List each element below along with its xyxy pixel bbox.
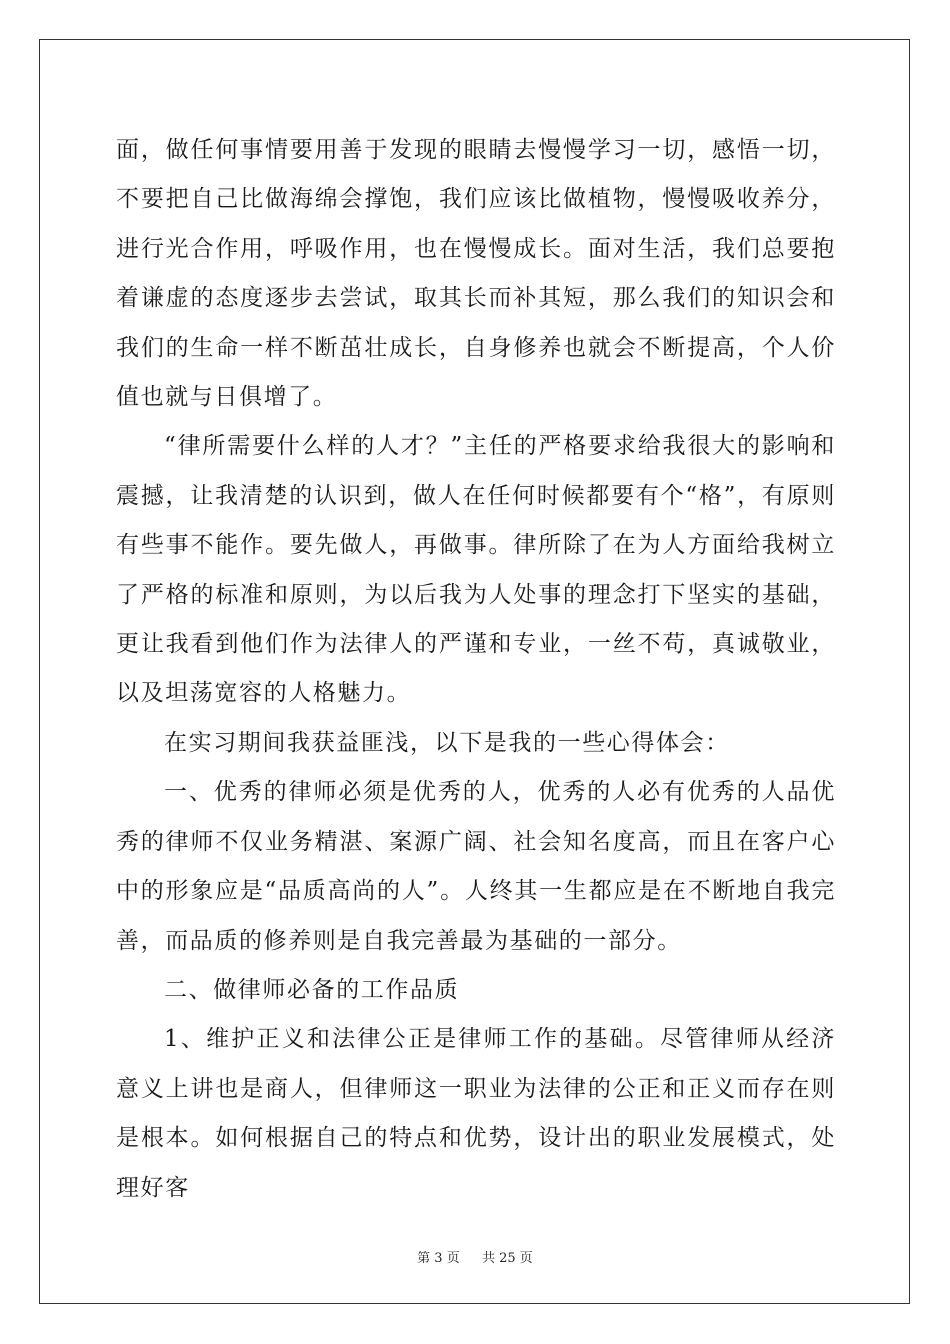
page-footer bbox=[0, 1247, 950, 1266]
paragraph-2: “律所需要什么样的人才？”主任的严格要求给我很大的影响和震撼，让我清楚的认识到，做人在任何时候都要有个“格”，有原则有些事不能作。要先做人，再做事。律所除了在为人方面给我树立了严格的标准和原则，为以后我为人处事的理念打下坚实的基础，更让我看到他们作为法律人的严谨和专业，一丝不苟，真诚敬业，以及坦荡宽容的人格魅力。 bbox=[116, 433, 836, 707]
paragraph-4: 一、优秀的律师必须是优秀的人，优秀的人必有优秀的人品优秀的律师不仅业务精湛、案源广阔、社会知名度高，而且在客户心中的形象应是“品质高尚的人”。人终其一生都应是在不断地自我完善，而品质的修养则是自我完善最为基础的一部分。 bbox=[116, 779, 836, 954]
page-total: 共 25 页 bbox=[482, 1251, 533, 1266]
paragraph-5: 二、做律师必备的工作品质 bbox=[164, 976, 460, 1003]
paragraph-3: 在实习期间我获益匪浅，以下是我的一些心得体会： bbox=[164, 729, 730, 756]
paragraph-6: 1、维护正义和法律公正是律师工作的基础。尽管律师从经济意义上讲也是商人，但律师这一职业为法律的公正和正义而存在则是根本。如何根据自己的特点和优势，设计出的职业发展模式，处理好客 bbox=[116, 1026, 836, 1201]
page-number: 第 3 页 bbox=[417, 1251, 460, 1266]
document-body bbox=[116, 126, 836, 1213]
paragraph-1: 面，做任何事情要用善于发现的眼睛去慢慢学习一切，感悟一切，不要把自己比做海绵会撑饱，我们应该比做植物，慢慢吸收养分，进行光合作用，呼吸作用，也在慢慢成长。面对生活，我们总要抱着谦虚的态度逐步去尝试，取其长而补其短，那么我们的知识会和我们的生命一样不断茁壮成长，自身修养也就会不断提高，个人价值也就与日俱增了。 bbox=[116, 137, 836, 411]
